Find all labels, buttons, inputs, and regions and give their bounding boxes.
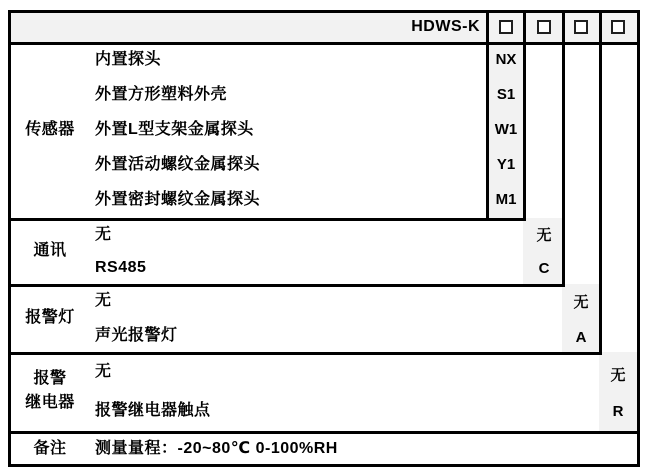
option-row-label: 无 bbox=[95, 226, 112, 243]
option-row-label: 外置L型支架金属探头 bbox=[95, 121, 254, 138]
divider-sensor-bottom bbox=[8, 218, 526, 221]
divider-relay-bottom bbox=[8, 431, 640, 434]
option-code: 无 bbox=[610, 367, 626, 384]
divider-comm-bottom bbox=[8, 284, 565, 287]
option-code: C bbox=[538, 260, 550, 277]
option-code: A bbox=[575, 329, 587, 346]
option-row-label: 报警继电器触点 bbox=[95, 402, 211, 419]
option-row-label: 无 bbox=[95, 292, 112, 309]
code-placeholder-box-4 bbox=[611, 20, 625, 34]
section-label-relay-line1: 报警 bbox=[33, 370, 67, 387]
option-code: M1 bbox=[495, 191, 517, 208]
section-label-remark: 备注 bbox=[33, 440, 67, 457]
option-code: Y1 bbox=[496, 156, 516, 173]
section-label-sensor: 传感器 bbox=[25, 121, 75, 138]
section-label-comm: 通讯 bbox=[33, 242, 67, 259]
divider-header-bottom bbox=[8, 42, 640, 45]
divider-alarm-light-bottom bbox=[8, 352, 602, 355]
model-code-prefix: HDWS-K bbox=[411, 18, 480, 35]
option-code: W1 bbox=[494, 121, 518, 138]
option-row-label: 外置活动螺纹金属探头 bbox=[95, 156, 261, 173]
remark-text: 测量量程：-20~80℃ 0-100%RH bbox=[95, 440, 338, 457]
table-border-right bbox=[637, 10, 640, 467]
section-label-relay-line2: 继电器 bbox=[25, 394, 75, 411]
code-placeholder-box-1 bbox=[499, 20, 513, 34]
option-code: 无 bbox=[536, 227, 552, 244]
option-code: 无 bbox=[573, 294, 589, 311]
section-label-alarm-light: 报警灯 bbox=[25, 309, 75, 326]
option-row-label: 声光报警灯 bbox=[95, 327, 178, 344]
option-code: NX bbox=[495, 51, 517, 68]
option-row-label: 内置探头 bbox=[95, 51, 162, 68]
option-row-label: 外置密封螺纹金属探头 bbox=[95, 191, 261, 208]
option-code: S1 bbox=[496, 86, 516, 103]
code-placeholder-box-3 bbox=[574, 20, 588, 34]
option-code: R bbox=[612, 403, 624, 420]
option-row-label: 无 bbox=[95, 363, 112, 380]
table-border-top bbox=[8, 10, 640, 13]
table-border-bottom bbox=[8, 464, 640, 467]
option-row-label: RS485 bbox=[95, 259, 147, 276]
option-row-label: 外置方形塑料外壳 bbox=[95, 86, 228, 103]
code-placeholder-box-2 bbox=[537, 20, 551, 34]
